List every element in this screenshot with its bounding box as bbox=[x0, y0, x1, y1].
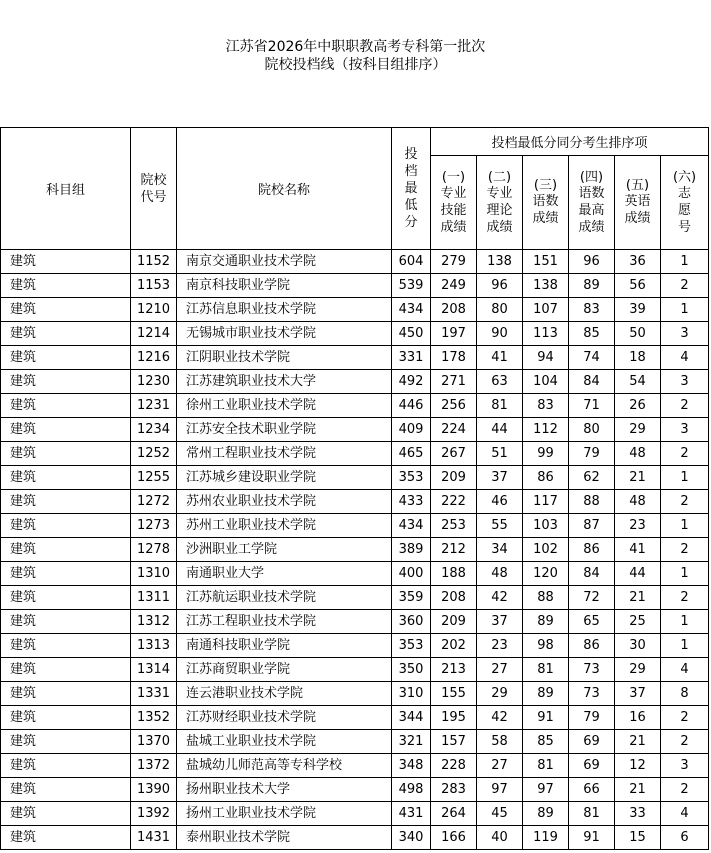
cell-skill-score: 283 bbox=[431, 778, 477, 802]
header-sub-1: (一) 专业技能成绩 bbox=[431, 156, 477, 250]
cell-chinese-math-score: 103 bbox=[523, 514, 569, 538]
cell-preference-number: 3 bbox=[661, 754, 709, 778]
table-row bbox=[1, 610, 709, 634]
cell-english-score: 21 bbox=[615, 466, 661, 490]
cell-english-score: 41 bbox=[615, 538, 661, 562]
cell-min-score: 433 bbox=[392, 490, 431, 514]
cell-chinese-math-max-score: 69 bbox=[569, 754, 615, 778]
cell-min-score: 446 bbox=[392, 394, 431, 418]
cell-subject-group: 建筑 bbox=[1, 682, 131, 706]
table-row bbox=[1, 514, 709, 538]
header-sub-4: (四) 语数最高成绩 bbox=[569, 156, 615, 250]
cell-preference-number: 2 bbox=[661, 730, 709, 754]
document-title bbox=[0, 38, 711, 74]
cell-skill-score: 178 bbox=[431, 346, 477, 370]
table-header bbox=[1, 128, 709, 250]
cell-theory-score: 97 bbox=[477, 778, 523, 802]
cell-english-score: 12 bbox=[615, 754, 661, 778]
cell-skill-score: 209 bbox=[431, 466, 477, 490]
cell-english-score: 48 bbox=[615, 490, 661, 514]
cell-chinese-math-score: 89 bbox=[523, 802, 569, 826]
cell-english-score: 16 bbox=[615, 706, 661, 730]
table-row bbox=[1, 298, 709, 322]
cell-min-score: 450 bbox=[392, 322, 431, 346]
table-row bbox=[1, 562, 709, 586]
cell-chinese-math-score: 117 bbox=[523, 490, 569, 514]
cell-school-name: 苏州工业职业技术学院 bbox=[177, 514, 392, 538]
cell-theory-score: 42 bbox=[477, 706, 523, 730]
cell-theory-score: 42 bbox=[477, 586, 523, 610]
cell-school-code: 1210 bbox=[131, 298, 177, 322]
cell-chinese-math-max-score: 79 bbox=[569, 442, 615, 466]
cell-school-code: 1153 bbox=[131, 274, 177, 298]
table-row bbox=[1, 418, 709, 442]
cell-english-score: 15 bbox=[615, 826, 661, 850]
cell-english-score: 56 bbox=[615, 274, 661, 298]
header-school-code: 院校代号 bbox=[131, 128, 177, 250]
cell-theory-score: 40 bbox=[477, 826, 523, 850]
header-sub-3: (三) 语数成绩 bbox=[523, 156, 569, 250]
cell-school-code: 1231 bbox=[131, 394, 177, 418]
header-school-name: 院校名称 bbox=[177, 128, 392, 250]
cell-chinese-math-score: 120 bbox=[523, 562, 569, 586]
cell-skill-score: 279 bbox=[431, 250, 477, 274]
cell-preference-number: 2 bbox=[661, 442, 709, 466]
cell-school-code: 1392 bbox=[131, 802, 177, 826]
cell-school-code: 1216 bbox=[131, 346, 177, 370]
cell-school-name: 南通职业大学 bbox=[177, 562, 392, 586]
cell-chinese-math-score: 98 bbox=[523, 634, 569, 658]
cell-chinese-math-max-score: 89 bbox=[569, 274, 615, 298]
cell-subject-group: 建筑 bbox=[1, 346, 131, 370]
cell-school-code: 1431 bbox=[131, 826, 177, 850]
cell-chinese-math-score: 112 bbox=[523, 418, 569, 442]
cell-min-score: 340 bbox=[392, 826, 431, 850]
cell-theory-score: 58 bbox=[477, 730, 523, 754]
cell-preference-number: 1 bbox=[661, 514, 709, 538]
cell-theory-score: 63 bbox=[477, 370, 523, 394]
cell-school-code: 1152 bbox=[131, 250, 177, 274]
table-row bbox=[1, 394, 709, 418]
cell-chinese-math-max-score: 73 bbox=[569, 682, 615, 706]
cell-english-score: 21 bbox=[615, 730, 661, 754]
cell-subject-group: 建筑 bbox=[1, 298, 131, 322]
cell-chinese-math-score: 97 bbox=[523, 778, 569, 802]
cell-english-score: 44 bbox=[615, 562, 661, 586]
cell-preference-number: 4 bbox=[661, 658, 709, 682]
cell-theory-score: 55 bbox=[477, 514, 523, 538]
cell-school-code: 1310 bbox=[131, 562, 177, 586]
cell-chinese-math-max-score: 85 bbox=[569, 322, 615, 346]
cell-subject-group: 建筑 bbox=[1, 658, 131, 682]
cell-theory-score: 96 bbox=[477, 274, 523, 298]
cell-chinese-math-score: 83 bbox=[523, 394, 569, 418]
table-row bbox=[1, 754, 709, 778]
cell-min-score: 353 bbox=[392, 634, 431, 658]
table-row bbox=[1, 658, 709, 682]
cell-school-code: 1252 bbox=[131, 442, 177, 466]
cell-chinese-math-score: 107 bbox=[523, 298, 569, 322]
table-row bbox=[1, 826, 709, 850]
table-row bbox=[1, 442, 709, 466]
cell-subject-group: 建筑 bbox=[1, 394, 131, 418]
cell-min-score: 498 bbox=[392, 778, 431, 802]
cell-theory-score: 90 bbox=[477, 322, 523, 346]
cell-skill-score: 222 bbox=[431, 490, 477, 514]
cell-preference-number: 1 bbox=[661, 250, 709, 274]
cell-skill-score: 212 bbox=[431, 538, 477, 562]
cell-min-score: 350 bbox=[392, 658, 431, 682]
cell-skill-score: 213 bbox=[431, 658, 477, 682]
cell-min-score: 434 bbox=[392, 514, 431, 538]
cell-school-code: 1230 bbox=[131, 370, 177, 394]
cell-subject-group: 建筑 bbox=[1, 514, 131, 538]
cell-theory-score: 45 bbox=[477, 802, 523, 826]
cell-theory-score: 29 bbox=[477, 682, 523, 706]
cell-subject-group: 建筑 bbox=[1, 730, 131, 754]
cell-theory-score: 37 bbox=[477, 610, 523, 634]
cell-school-code: 1313 bbox=[131, 634, 177, 658]
header-tie-break-group: 投档最低分同分考生排序项 bbox=[431, 128, 709, 156]
cell-english-score: 37 bbox=[615, 682, 661, 706]
cell-school-code: 1352 bbox=[131, 706, 177, 730]
cell-preference-number: 1 bbox=[661, 562, 709, 586]
header-min-score: 投档最低分 bbox=[392, 128, 431, 250]
cell-school-code: 1272 bbox=[131, 490, 177, 514]
cell-chinese-math-max-score: 72 bbox=[569, 586, 615, 610]
cell-subject-group: 建筑 bbox=[1, 466, 131, 490]
cell-theory-score: 81 bbox=[477, 394, 523, 418]
cell-chinese-math-score: 151 bbox=[523, 250, 569, 274]
cell-subject-group: 建筑 bbox=[1, 490, 131, 514]
cell-theory-score: 23 bbox=[477, 634, 523, 658]
cell-min-score: 389 bbox=[392, 538, 431, 562]
cell-chinese-math-max-score: 81 bbox=[569, 802, 615, 826]
cell-subject-group: 建筑 bbox=[1, 706, 131, 730]
cell-subject-group: 建筑 bbox=[1, 634, 131, 658]
cell-chinese-math-max-score: 88 bbox=[569, 490, 615, 514]
cell-english-score: 33 bbox=[615, 802, 661, 826]
cell-chinese-math-max-score: 80 bbox=[569, 418, 615, 442]
cell-theory-score: 48 bbox=[477, 562, 523, 586]
cell-school-name: 盐城幼儿师范高等专科学校 bbox=[177, 754, 392, 778]
cell-preference-number: 6 bbox=[661, 826, 709, 850]
cell-subject-group: 建筑 bbox=[1, 754, 131, 778]
cell-preference-number: 3 bbox=[661, 418, 709, 442]
table-row bbox=[1, 490, 709, 514]
cell-english-score: 21 bbox=[615, 778, 661, 802]
cell-subject-group: 建筑 bbox=[1, 778, 131, 802]
cell-subject-group: 建筑 bbox=[1, 610, 131, 634]
cell-preference-number: 1 bbox=[661, 298, 709, 322]
cell-school-code: 1311 bbox=[131, 586, 177, 610]
cell-school-name: 江阴职业技术学院 bbox=[177, 346, 392, 370]
cell-chinese-math-score: 88 bbox=[523, 586, 569, 610]
cell-school-name: 江苏工程职业技术学院 bbox=[177, 610, 392, 634]
cell-theory-score: 27 bbox=[477, 754, 523, 778]
cell-chinese-math-score: 94 bbox=[523, 346, 569, 370]
cell-chinese-math-max-score: 71 bbox=[569, 394, 615, 418]
cell-english-score: 25 bbox=[615, 610, 661, 634]
cell-school-name: 连云港职业技术学院 bbox=[177, 682, 392, 706]
cell-preference-number: 2 bbox=[661, 274, 709, 298]
cell-chinese-math-score: 113 bbox=[523, 322, 569, 346]
cell-chinese-math-score: 81 bbox=[523, 754, 569, 778]
cell-subject-group: 建筑 bbox=[1, 826, 131, 850]
cell-school-name: 江苏商贸职业学院 bbox=[177, 658, 392, 682]
cell-preference-number: 3 bbox=[661, 322, 709, 346]
cell-school-name: 江苏信息职业技术学院 bbox=[177, 298, 392, 322]
cell-preference-number: 4 bbox=[661, 802, 709, 826]
title-line-2: 院校投档线（按科目组排序） bbox=[264, 57, 447, 73]
cell-school-name: 江苏航运职业技术学院 bbox=[177, 586, 392, 610]
cell-min-score: 492 bbox=[392, 370, 431, 394]
cell-subject-group: 建筑 bbox=[1, 562, 131, 586]
cell-min-score: 409 bbox=[392, 418, 431, 442]
table-row bbox=[1, 682, 709, 706]
cell-subject-group: 建筑 bbox=[1, 538, 131, 562]
cell-min-score: 434 bbox=[392, 298, 431, 322]
cell-chinese-math-score: 138 bbox=[523, 274, 569, 298]
cell-school-name: 南通科技职业学院 bbox=[177, 634, 392, 658]
cell-subject-group: 建筑 bbox=[1, 442, 131, 466]
cell-school-code: 1390 bbox=[131, 778, 177, 802]
cell-school-name: 盐城工业职业技术学院 bbox=[177, 730, 392, 754]
cell-skill-score: 209 bbox=[431, 610, 477, 634]
cell-theory-score: 41 bbox=[477, 346, 523, 370]
cell-chinese-math-score: 81 bbox=[523, 658, 569, 682]
table-row bbox=[1, 802, 709, 826]
cell-school-name: 江苏财经职业技术学院 bbox=[177, 706, 392, 730]
cell-english-score: 54 bbox=[615, 370, 661, 394]
cell-skill-score: 197 bbox=[431, 322, 477, 346]
cell-english-score: 18 bbox=[615, 346, 661, 370]
cell-chinese-math-score: 104 bbox=[523, 370, 569, 394]
cell-english-score: 30 bbox=[615, 634, 661, 658]
cell-chinese-math-max-score: 86 bbox=[569, 634, 615, 658]
cell-skill-score: 264 bbox=[431, 802, 477, 826]
table-row bbox=[1, 586, 709, 610]
cell-school-code: 1331 bbox=[131, 682, 177, 706]
cell-theory-score: 46 bbox=[477, 490, 523, 514]
table-row bbox=[1, 706, 709, 730]
cell-preference-number: 1 bbox=[661, 634, 709, 658]
cell-english-score: 29 bbox=[615, 658, 661, 682]
cell-theory-score: 37 bbox=[477, 466, 523, 490]
cell-school-code: 1214 bbox=[131, 322, 177, 346]
cell-preference-number: 1 bbox=[661, 466, 709, 490]
cell-chinese-math-max-score: 62 bbox=[569, 466, 615, 490]
cell-chinese-math-score: 89 bbox=[523, 610, 569, 634]
cell-school-code: 1372 bbox=[131, 754, 177, 778]
cell-min-score: 331 bbox=[392, 346, 431, 370]
admission-score-table bbox=[0, 127, 709, 850]
cell-skill-score: 157 bbox=[431, 730, 477, 754]
cell-skill-score: 267 bbox=[431, 442, 477, 466]
cell-theory-score: 44 bbox=[477, 418, 523, 442]
cell-min-score: 431 bbox=[392, 802, 431, 826]
table-row bbox=[1, 370, 709, 394]
cell-chinese-math-max-score: 96 bbox=[569, 250, 615, 274]
cell-subject-group: 建筑 bbox=[1, 586, 131, 610]
header-subject-group: 科目组 bbox=[1, 128, 131, 250]
cell-min-score: 344 bbox=[392, 706, 431, 730]
cell-chinese-math-max-score: 65 bbox=[569, 610, 615, 634]
cell-chinese-math-max-score: 84 bbox=[569, 562, 615, 586]
cell-chinese-math-max-score: 83 bbox=[569, 298, 615, 322]
cell-preference-number: 1 bbox=[661, 610, 709, 634]
cell-school-code: 1314 bbox=[131, 658, 177, 682]
cell-preference-number: 8 bbox=[661, 682, 709, 706]
cell-subject-group: 建筑 bbox=[1, 418, 131, 442]
title-line-1: 江苏省2026年中职职教高考专科第一批次 bbox=[225, 39, 486, 55]
cell-chinese-math-max-score: 79 bbox=[569, 706, 615, 730]
cell-school-name: 扬州工业职业技术学院 bbox=[177, 802, 392, 826]
table-row bbox=[1, 778, 709, 802]
cell-school-name: 沙洲职业工学院 bbox=[177, 538, 392, 562]
cell-chinese-math-max-score: 66 bbox=[569, 778, 615, 802]
cell-school-name: 南京科技职业学院 bbox=[177, 274, 392, 298]
cell-min-score: 359 bbox=[392, 586, 431, 610]
cell-school-code: 1273 bbox=[131, 514, 177, 538]
cell-theory-score: 34 bbox=[477, 538, 523, 562]
cell-english-score: 26 bbox=[615, 394, 661, 418]
cell-school-name: 无锡城市职业技术学院 bbox=[177, 322, 392, 346]
cell-min-score: 310 bbox=[392, 682, 431, 706]
cell-chinese-math-max-score: 69 bbox=[569, 730, 615, 754]
cell-chinese-math-max-score: 74 bbox=[569, 346, 615, 370]
cell-chinese-math-max-score: 84 bbox=[569, 370, 615, 394]
cell-school-name: 江苏建筑职业技术大学 bbox=[177, 370, 392, 394]
table-row bbox=[1, 274, 709, 298]
cell-chinese-math-score: 86 bbox=[523, 466, 569, 490]
cell-skill-score: 228 bbox=[431, 754, 477, 778]
table-row bbox=[1, 730, 709, 754]
cell-english-score: 36 bbox=[615, 250, 661, 274]
cell-chinese-math-score: 99 bbox=[523, 442, 569, 466]
cell-skill-score: 195 bbox=[431, 706, 477, 730]
cell-school-name: 泰州职业技术学院 bbox=[177, 826, 392, 850]
table-row bbox=[1, 322, 709, 346]
cell-theory-score: 80 bbox=[477, 298, 523, 322]
cell-school-name: 常州工程职业技术学院 bbox=[177, 442, 392, 466]
cell-subject-group: 建筑 bbox=[1, 274, 131, 298]
cell-subject-group: 建筑 bbox=[1, 250, 131, 274]
cell-skill-score: 208 bbox=[431, 298, 477, 322]
cell-english-score: 23 bbox=[615, 514, 661, 538]
cell-min-score: 348 bbox=[392, 754, 431, 778]
header-sub-5: (五) 英语成绩 bbox=[615, 156, 661, 250]
cell-english-score: 48 bbox=[615, 442, 661, 466]
cell-theory-score: 27 bbox=[477, 658, 523, 682]
cell-min-score: 321 bbox=[392, 730, 431, 754]
cell-min-score: 465 bbox=[392, 442, 431, 466]
table-body bbox=[1, 250, 709, 850]
cell-preference-number: 2 bbox=[661, 586, 709, 610]
cell-skill-score: 166 bbox=[431, 826, 477, 850]
cell-school-code: 1370 bbox=[131, 730, 177, 754]
cell-min-score: 400 bbox=[392, 562, 431, 586]
cell-min-score: 604 bbox=[392, 250, 431, 274]
cell-school-name: 扬州职业技术大学 bbox=[177, 778, 392, 802]
cell-theory-score: 138 bbox=[477, 250, 523, 274]
cell-preference-number: 2 bbox=[661, 778, 709, 802]
cell-school-name: 苏州农业职业技术学院 bbox=[177, 490, 392, 514]
cell-preference-number: 4 bbox=[661, 346, 709, 370]
cell-school-code: 1234 bbox=[131, 418, 177, 442]
cell-chinese-math-score: 119 bbox=[523, 826, 569, 850]
cell-english-score: 50 bbox=[615, 322, 661, 346]
cell-subject-group: 建筑 bbox=[1, 322, 131, 346]
cell-skill-score: 224 bbox=[431, 418, 477, 442]
cell-chinese-math-score: 91 bbox=[523, 706, 569, 730]
cell-chinese-math-max-score: 87 bbox=[569, 514, 615, 538]
cell-school-code: 1312 bbox=[131, 610, 177, 634]
cell-chinese-math-score: 102 bbox=[523, 538, 569, 562]
cell-skill-score: 256 bbox=[431, 394, 477, 418]
cell-preference-number: 2 bbox=[661, 394, 709, 418]
table-row bbox=[1, 466, 709, 490]
cell-subject-group: 建筑 bbox=[1, 802, 131, 826]
cell-school-code: 1278 bbox=[131, 538, 177, 562]
cell-min-score: 360 bbox=[392, 610, 431, 634]
header-sub-2: (二) 专业理论成绩 bbox=[477, 156, 523, 250]
cell-chinese-math-max-score: 91 bbox=[569, 826, 615, 850]
cell-school-name: 江苏安全技术职业学院 bbox=[177, 418, 392, 442]
cell-english-score: 21 bbox=[615, 586, 661, 610]
cell-theory-score: 51 bbox=[477, 442, 523, 466]
cell-min-score: 353 bbox=[392, 466, 431, 490]
cell-subject-group: 建筑 bbox=[1, 370, 131, 394]
table-row bbox=[1, 250, 709, 274]
cell-preference-number: 2 bbox=[661, 538, 709, 562]
cell-min-score: 539 bbox=[392, 274, 431, 298]
cell-preference-number: 2 bbox=[661, 490, 709, 514]
cell-skill-score: 271 bbox=[431, 370, 477, 394]
cell-skill-score: 202 bbox=[431, 634, 477, 658]
cell-preference-number: 3 bbox=[661, 370, 709, 394]
cell-chinese-math-score: 89 bbox=[523, 682, 569, 706]
cell-english-score: 29 bbox=[615, 418, 661, 442]
cell-school-code: 1255 bbox=[131, 466, 177, 490]
cell-skill-score: 253 bbox=[431, 514, 477, 538]
cell-skill-score: 249 bbox=[431, 274, 477, 298]
table-row bbox=[1, 538, 709, 562]
cell-school-name: 江苏城乡建设职业学院 bbox=[177, 466, 392, 490]
table-row bbox=[1, 346, 709, 370]
cell-english-score: 39 bbox=[615, 298, 661, 322]
cell-chinese-math-score: 85 bbox=[523, 730, 569, 754]
cell-skill-score: 155 bbox=[431, 682, 477, 706]
table-row bbox=[1, 634, 709, 658]
cell-school-name: 南京交通职业技术学院 bbox=[177, 250, 392, 274]
cell-skill-score: 208 bbox=[431, 586, 477, 610]
cell-school-name: 徐州工业职业技术学院 bbox=[177, 394, 392, 418]
cell-preference-number: 2 bbox=[661, 706, 709, 730]
cell-skill-score: 188 bbox=[431, 562, 477, 586]
header-sub-6: (六) 志愿号 bbox=[661, 156, 709, 250]
cell-chinese-math-max-score: 73 bbox=[569, 658, 615, 682]
cell-chinese-math-max-score: 86 bbox=[569, 538, 615, 562]
